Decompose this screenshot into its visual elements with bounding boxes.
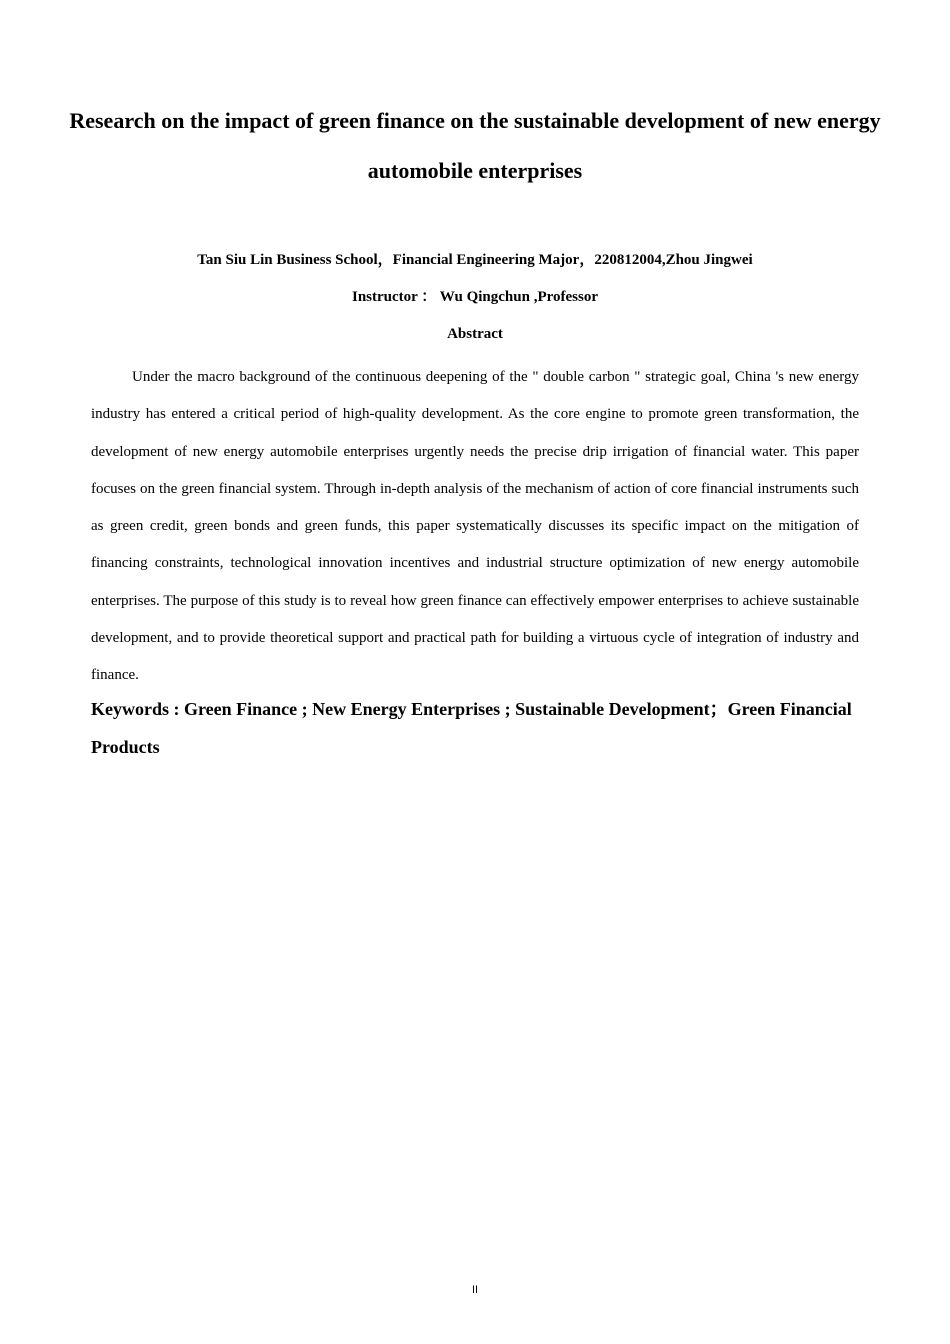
instructor-line: Instructor ： Wu Qingchun ,Professor <box>352 289 598 305</box>
paper-title: Research on the impact of green finance on the sustainable development of new energy automobile enterprises <box>69 108 881 183</box>
abstract-body: Under the macro background of the continuous deepening of the " double carbon " strategic goal, China 's new energy industry has entered a critical period of high-quality development. As the core engine to promote green transformation, the development of new energy automobile enterprises urgently needs the precise drip irrigation of financial water. This paper focuses on the green financial system. Through in-depth analysis of the mechanism of action of core financial instruments such as green credit, green bonds and green funds, this paper systematically discusses its specific impact on the mitigation of financing constraints, technological innovation incentives and industrial structure optimization of new energy automobile enterprises. The purpose of this study is to reveal how green finance can effectively empower enterprises to achieve sustainable development, and to provide theoretical support and practical path for building a virtuous cycle of integration of industry and finance. <box>91 369 859 684</box>
keywords-line: Keywords : Green Finance ; New Energy Enterprises ; Sustainable Development；Green Financial Products <box>91 699 852 757</box>
page-number: II <box>471 1284 479 1296</box>
author-line: Tan Siu Lin Business School，Financial Engineering Major，220812004,Zhou Jingwei <box>197 252 753 268</box>
abstract-heading: Abstract <box>447 326 503 342</box>
